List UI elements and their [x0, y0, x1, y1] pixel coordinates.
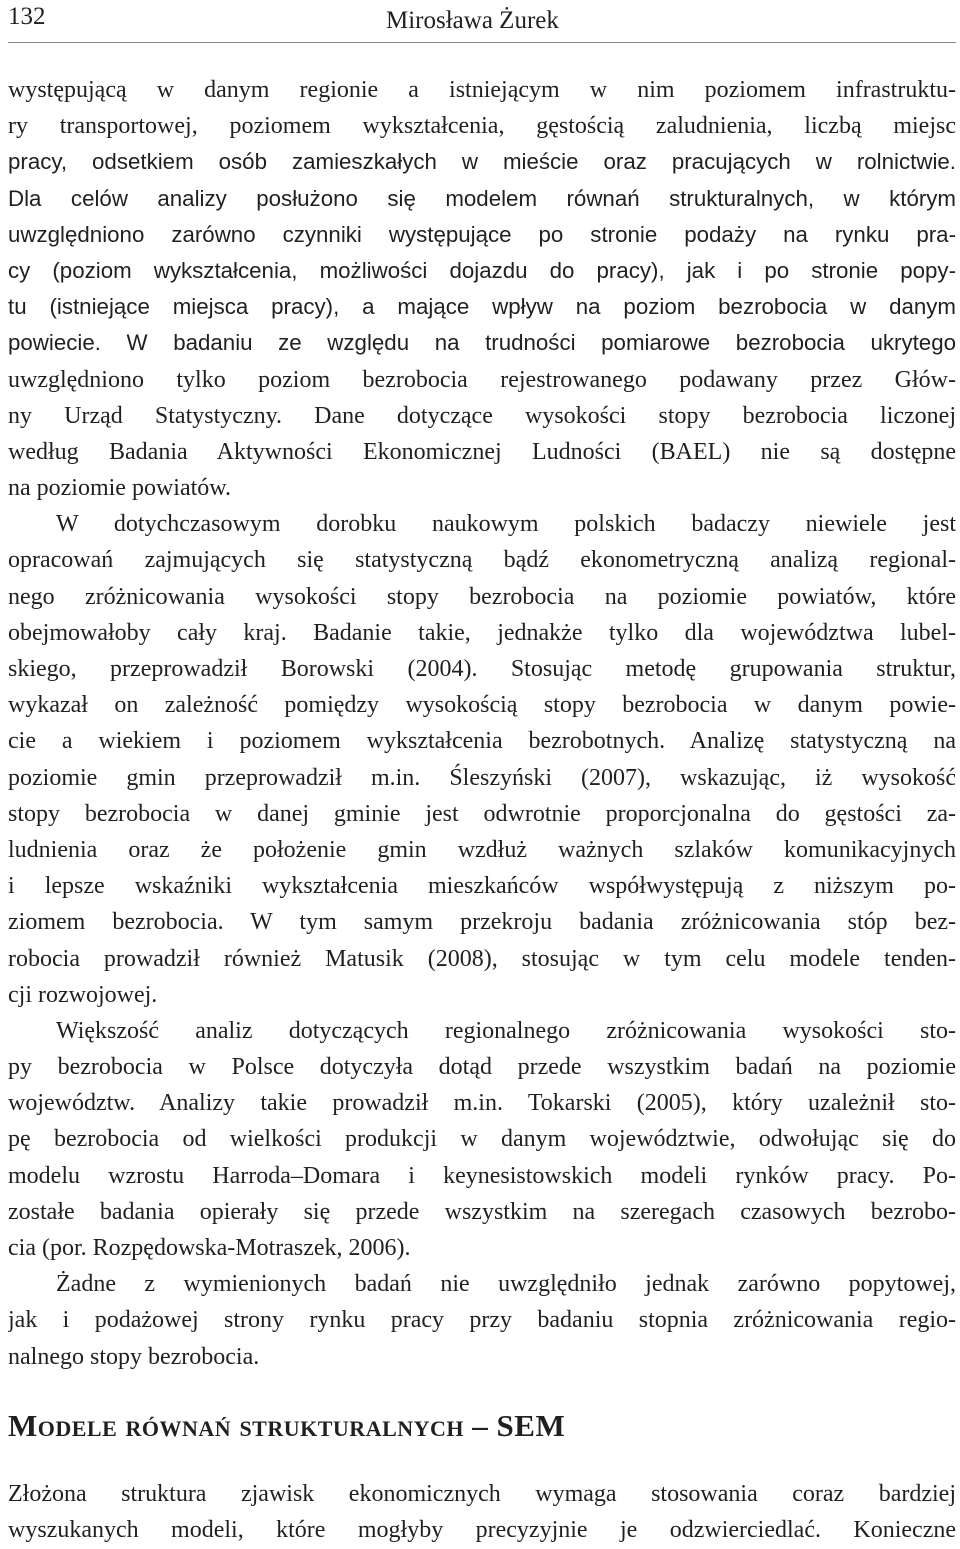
text-line: województw. Analizy takie prowadził m.in. Tokarski (2005), który uzależnił sto-: [8, 1090, 956, 1117]
body-text: [8, 72, 956, 1375]
text-line: obejmowałoby cały kraj. Badanie takie, jednakże tylko dla województwa lubel-: [8, 619, 956, 646]
text-line: na poziomie powiatów.: [8, 475, 232, 502]
paragraph: [8, 1013, 956, 1266]
text-line: zostałe badania opierały się przede wszystkim na szeregach czasowych bezrobo-: [8, 1198, 956, 1225]
text-line: cia (por. Rozpędowska-Motraszek, 2006).: [8, 1235, 411, 1261]
text-line: wyszukanych modeli, które mogłyby precyzyjnie je odzwierciedlać. Konieczne: [8, 1517, 956, 1544]
text-line: Większość analiz dotyczących regionalnego zróżnicowania wysokości sto-: [56, 1017, 956, 1044]
text-line: uwzględniono zarówno czynniki występujące po stronie podaży na rynku pra-: [8, 221, 956, 247]
paragraph: [8, 1266, 956, 1375]
text-line: skiego, przeprowadził Borowski (2004). Stosując metodę grupowania struktur,: [8, 656, 956, 682]
text-line: Złożona struktura zjawisk ekonomicznych wymaga stosowania coraz bardziej: [8, 1481, 956, 1507]
text-line: wykazał on zależność pomiędzy wysokością stopy bezrobocia w danym powie-: [8, 692, 956, 719]
text-line: Żadne z wymienionych badań nie uwzględniło jednak zarówno popytowej,: [56, 1271, 956, 1298]
text-line: nego zróżnicowania wysokości stopy bezrobocia na poziomie powiatów, które: [8, 583, 956, 610]
text-line: cji rozwojowej.: [8, 981, 158, 1008]
text-line: opracowań zajmujących się statystyczną bądź ekonometryczną analizą regional-: [8, 547, 956, 574]
text-line: według Badania Aktywności Ekonomicznej Ludności (BAEL) nie są dostępne: [8, 438, 956, 465]
running-header: [8, 0, 956, 43]
text-line: poziomie gmin przeprowadził m.in. Śleszyński (2007), wskazując, iż wysokość: [8, 764, 956, 791]
text-line: Dla celów analizy posłużono się modelem równań strukturalnych, w którym: [8, 185, 956, 211]
paragraph: [8, 1476, 956, 1548]
text-line: robocia prowadził również Matusik (2008), stosując w tym celu modele tenden-: [8, 945, 956, 972]
text-line: jak i podażowej strony rynku pracy przy badaniu stopnia zróżnicowania regio-: [8, 1307, 956, 1334]
text-line: powiecie. W badaniu ze względu na trudności pomiarowe bezrobocia ukrytego: [8, 330, 956, 356]
text-line: cie a wiekiem i poziomem wykształcenia bezrobotnych. Analizę statystyczną na: [8, 728, 956, 755]
paragraph: [8, 506, 956, 1013]
text-line: py bezrobocia w Polsce dotyczyła dotąd przede wszystkim badań na poziomie: [8, 1054, 956, 1081]
text-line: ny Urząd Statystyczny. Dane dotyczące wysokości stopy bezrobocia liczonej: [8, 402, 956, 429]
text-line: modelu wzrostu Harroda–Domara i keynesistowskich modeli rynków pracy. Po-: [8, 1162, 956, 1189]
text-line: stopy bezrobocia w danej gminie jest odwrotnie proporcjonalna do gęstości za-: [8, 800, 956, 827]
text-line: ry transportowej, poziomem wykształcenia, gęstością zaludnienia, liczbą miejsc: [8, 113, 956, 140]
section-body-text: [8, 1476, 956, 1548]
text-line: ludnienia oraz że położenie gmin wzdłuż ważnych szlaków komunikacyjnych: [8, 836, 956, 863]
section-heading: Modele równań strukturalnych – SEM: [8, 1408, 566, 1443]
page-number: 132: [8, 3, 46, 30]
text-line: nalnego stopy bezrobocia.: [8, 1343, 260, 1370]
header-author: Mirosława Żurek: [386, 7, 559, 34]
text-line: występującą w danym regionie a istniejącym w nim poziomem infrastruktu-: [8, 77, 956, 103]
text-line: pę bezrobocia od wielkości produkcji w danym województwie, odwołując się do: [8, 1126, 956, 1153]
text-line: tu (istniejące miejsca pracy), a mające wpływ na poziom bezrobocia w danym: [8, 294, 956, 320]
text-line: ziomem bezrobocia. W tym samym przekroju badania zróżnicowania stóp bez-: [8, 909, 956, 936]
text-line: pracy, odsetkiem osób zamieszkałych w mieście oraz pracujących w rolnictwie.: [8, 149, 956, 175]
text-line: uwzględniono tylko poziom bezrobocia rejestrowanego podawany przez Głów-: [8, 366, 956, 393]
text-line: i lepsze wskaźniki wykształcenia mieszkańców współwystępują z niższym po-: [8, 873, 956, 900]
text-line: W dotychczasowym dorobku naukowym polskich badaczy niewiele jest: [56, 511, 956, 538]
paragraph: [8, 72, 956, 506]
text-line: cy (poziom wykształcenia, możliwości dojazdu do pracy), jak i po stronie popy-: [8, 257, 956, 283]
